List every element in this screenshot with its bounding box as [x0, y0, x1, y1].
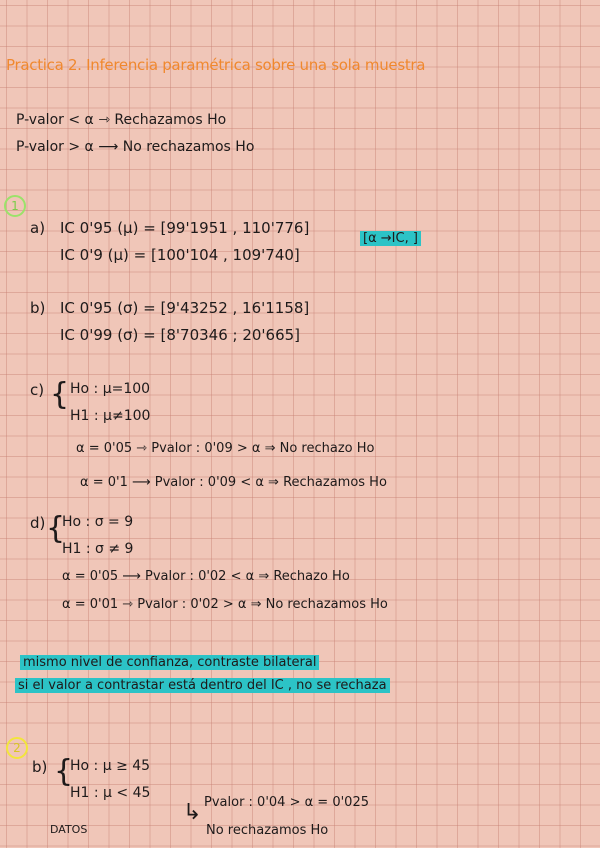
item-2b-pvalor: Pvalor : 0'04 > α = 0'025: [204, 795, 369, 810]
item-a-highlight-note: [α →IC, ]: [360, 231, 421, 246]
section-1-number: 1: [4, 195, 26, 217]
page-title: Practica 2. Inferencia paramétrica sobre una sola muestra: [6, 56, 426, 74]
datos-label: DATOS: [50, 823, 88, 836]
item-b-letter: b): [30, 299, 46, 317]
item-d-h0: Ho : σ = 9: [62, 514, 134, 530]
item-2b-h0: Ho : μ ≥ 45: [70, 758, 151, 774]
item-c-alpha-01: α = 0'1 ⟶ Pvalor : 0'09 < α ⇒ Rechazamos Ho: [80, 475, 387, 490]
item-c-h1: H1 : μ≠100: [70, 408, 151, 424]
item-2b-conclusion: No rechazamos Ho: [206, 823, 329, 838]
item-2b-brace: {: [54, 754, 74, 789]
item-c-letter: c): [30, 381, 45, 399]
item-d-letter: d): [30, 514, 46, 532]
note-highlight-2: si el valor a contrastar está dentro del IC , no se rechaza: [15, 678, 390, 693]
item-b-ic95: IC 0'95 (σ) = [9'43252 , 16'1158]: [60, 299, 310, 317]
item-c-alpha-005: α = 0'05 ⇾ Pvalor : 0'09 > α ⇒ No rechazo Ho: [76, 441, 375, 456]
item-a-ic90: IC 0'9 (μ) = [100'104 , 109'740]: [60, 246, 300, 264]
item-c-brace: {: [50, 377, 70, 412]
item-2b-letter: b): [32, 758, 48, 776]
curved-arrow-icon: ↳: [183, 800, 202, 825]
item-c-h0: Ho : μ=100: [70, 381, 151, 397]
item-2b-h1: H1 : μ < 45: [70, 785, 151, 801]
item-d-alpha-005: α = 0'05 ⟶ Pvalor : 0'02 < α ⇒ Rechazo Ho: [62, 569, 350, 584]
rule-no-reject: P-valor > α ⟶ No rechazamos Ho: [16, 139, 255, 155]
item-d-brace: {: [46, 511, 66, 546]
item-d-alpha-001: α = 0'01 ⇾ Pvalor : 0'02 > α ⇒ No rechazamos Ho: [62, 597, 388, 612]
note-highlight-1: mismo nivel de confianza, contraste bilateral: [20, 655, 319, 670]
item-b-ic99: IC 0'99 (σ) = [8'70346 ; 20'665]: [60, 326, 301, 344]
section-2-number: 2: [6, 737, 28, 759]
item-d-h1: H1 : σ ≠ 9: [62, 541, 134, 557]
item-a-ic95: IC 0'95 (μ) = [99'1951 , 110'776]: [60, 219, 310, 237]
item-a-letter: a): [30, 219, 46, 237]
rule-reject: P-valor < α ⇾ Rechazamos Ho: [16, 112, 227, 128]
